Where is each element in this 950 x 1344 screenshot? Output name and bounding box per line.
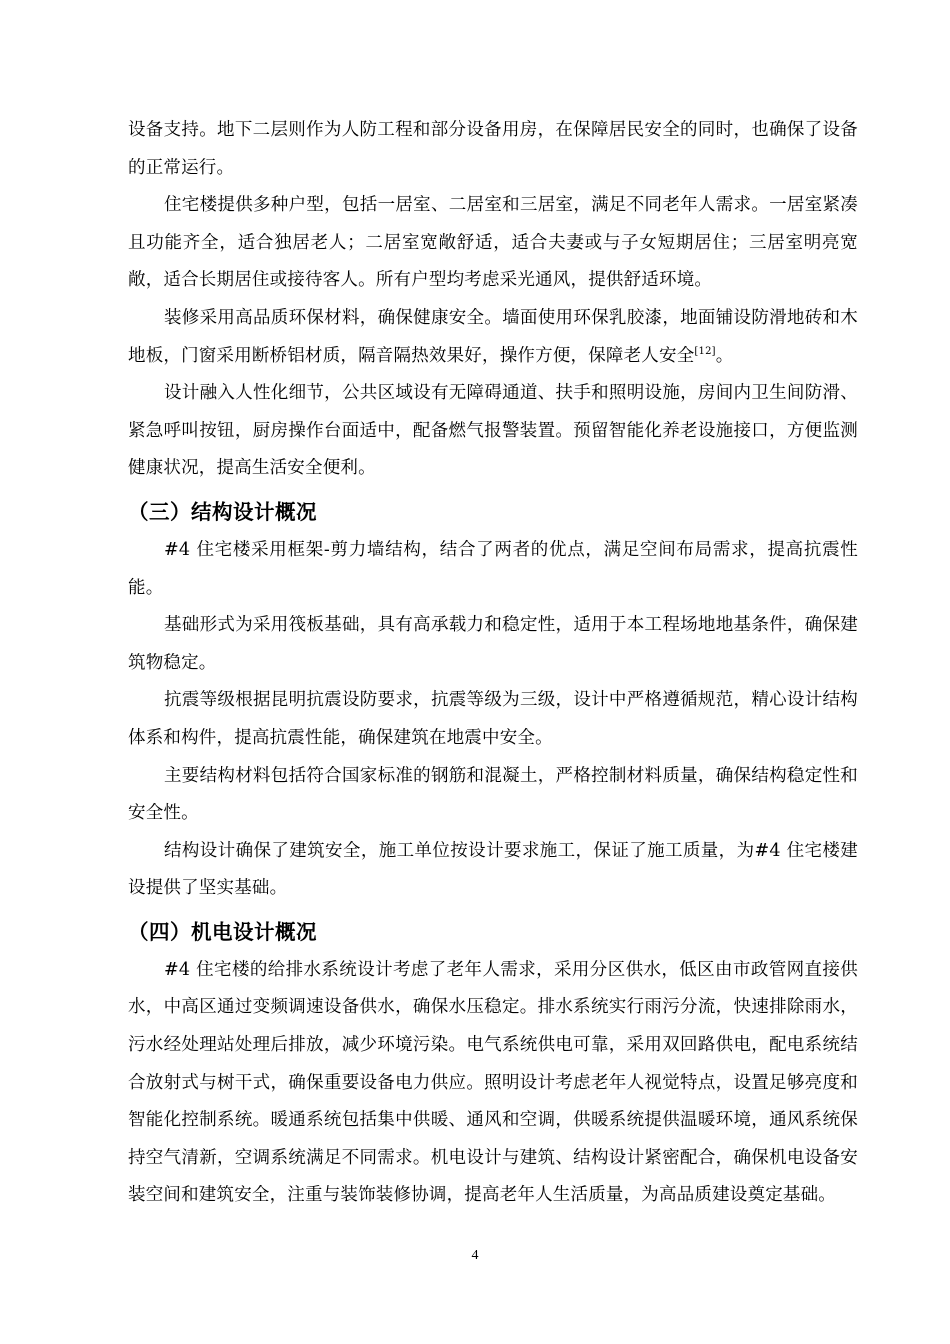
paragraph-structure-system: #4 住宅楼采用框架-剪力墙结构，结合了两者的优点，满足空间布局需求，提高抗震性能。: [128, 539, 858, 598]
paragraph-mep-systems: #4 住宅楼的给排水系统设计考虑了老年人需求，采用分区供水，低区由市政管网直接供水，中高区通过变频调速设备供水，确保水压稳定。排水系统实行雨污分流，快速排除雨水，污水经处理站处理后排放，减少环境污染。电气系统供电可靠，采用双回路供电，配电系统结合放射式与树干式，确保重要设备电力供应。照明设计考虑老年人视觉特点，设置足够亮度和智能化控制系统。暖通系统包括集中供暖、通风和空调，供暖系统提供温暖环境，通风系统保持空气清新，空调系统满足不同需求。机电设计与建筑、结构设计紧密配合，确保机电设备安装空间和建筑安全，注重与装饰装修协调，提高老年人生活质量，为高品质建设奠定基础。: [128, 959, 858, 1206]
page-number: 4: [471, 1248, 479, 1263]
citation-marker: [12]: [694, 345, 716, 357]
paragraph-decoration-text: 装修采用高品质环保材料，确保健康安全。墙面使用环保乳胶漆，地面铺设防滑地砖和木地板，门窗采用断桥铝材质，隔音隔热效果好，操作方便，保障老人安全: [128, 307, 858, 366]
paragraph-unit-types: 住宅楼提供多种户型，包括一居室、二居室和三居室，满足不同老年人需求。一居室紧凑且功能齐全，适合独居老人；二居室宽敞舒适，适合夫妻或与子女短期居住；三居室明亮宽敞，适合长期居住或接待客人。所有户型均考虑采光通风，提供舒适环境。: [128, 195, 858, 291]
section-heading-mep: （四）机电设计概况: [128, 919, 317, 944]
paragraph-structure-summary: 结构设计确保了建筑安全，施工单位按设计要求施工，保证了施工质量，为#4 住宅楼建设提供了坚实基础。: [128, 840, 858, 899]
paragraph-foundation: 基础形式为采用筏板基础，具有高承载力和稳定性，适用于本工程场地地基条件，确保建筑物稳定。: [128, 615, 858, 673]
page-content: [128, 112, 858, 1215]
paragraph-materials: 主要结构材料包括符合国家标准的钢筋和混凝土，严格控制材料质量，确保结构稳定性和安全性。: [128, 765, 858, 824]
section-heading-structure: （三）结构设计概况: [128, 499, 317, 524]
paragraph-continuation: 设备支持。地下二层则作为人防工程和部分设备用房，在保障居民安全的同时，也确保了设备的正常运行。: [128, 120, 858, 178]
paragraph-decoration: [128, 300, 858, 375]
paragraph-seismic-grade: 抗震等级根据昆明抗震设防要求，抗震等级为三级，设计中严格遵循规范，精心设计结构体系和构件，提高抗震性能，确保建筑在地震中安全。: [128, 690, 858, 748]
paragraph-humanized-details: 设计融入人性化细节，公共区域设有无障碍通道、扶手和照明设施，房间内卫生间防滑、紧急呼叫按钮，厨房操作台面适中，配备燃气报警装置。预留智能化养老设施接口，方便监测健康状况，提高生活安全便利。: [128, 383, 858, 479]
paragraph-decoration-tail: 。: [715, 345, 734, 366]
